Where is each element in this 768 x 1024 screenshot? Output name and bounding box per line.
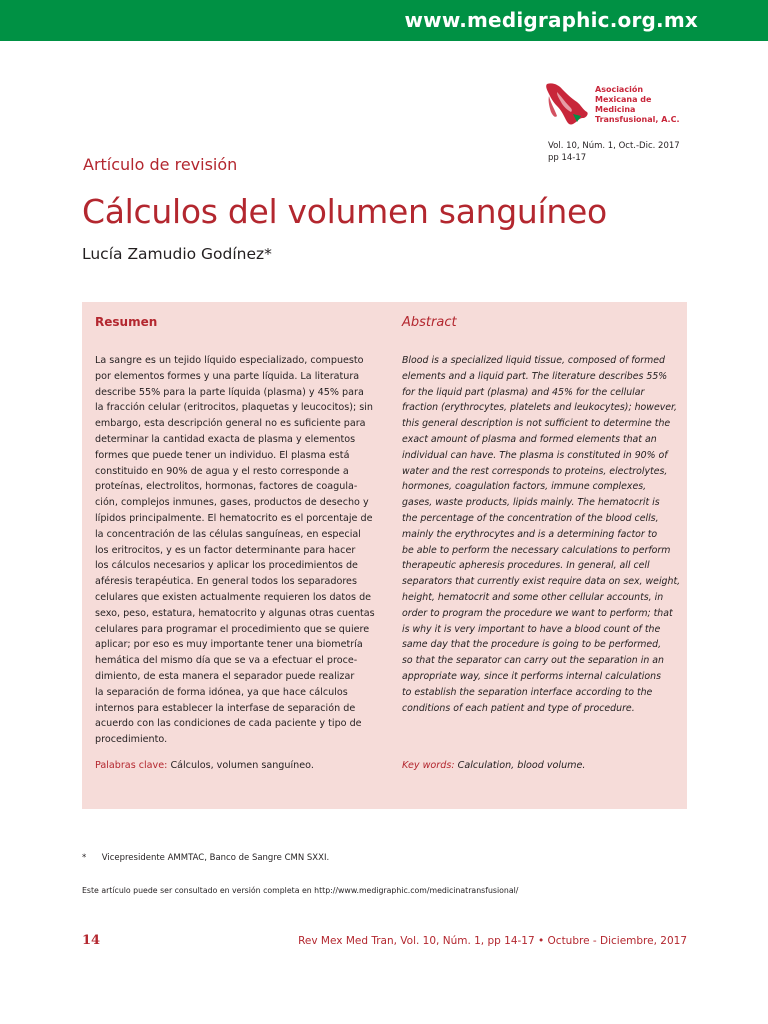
site-header-bar: [0, 0, 768, 41]
text-line: aplicar; por eso es muy importante tener una biometría: [95, 639, 363, 651]
text-line: celulares para programar el procedimiento que se quiere: [95, 623, 370, 635]
text-line: la separación de forma idónea, ya que hace cálculos: [95, 686, 348, 698]
text-line: la fracción celular (eritrocitos, plaquetas y leucocitos); sin: [95, 402, 374, 414]
text-line: appropriate way, since it performs internal calculations: [402, 670, 661, 682]
key-words-value: Calculation, blood volume.: [457, 760, 586, 771]
issue-volume: Vol. 10, Núm. 1, Oct.-Dic. 2017: [548, 141, 680, 151]
text-line: dimiento, de esta manera el separador puede realizar: [95, 670, 355, 682]
text-line: hemática del mismo día que se va a efectuar el proce-: [95, 655, 358, 667]
text-line: therapeutic apheresis procedures. In general, all cell: [402, 560, 650, 572]
text-line: determinar la cantidad exacta de plasma y elementos: [95, 433, 356, 445]
text-line: los cálculos necesarios y aplicar los procedimientos de: [95, 560, 358, 572]
text-line: internos para establecer la interfase de separación de: [95, 702, 356, 714]
text-line: is why it is very important to have a blood count of the: [402, 623, 661, 635]
text-line: por elementos formes y una parte líquida. La literatura: [95, 370, 360, 382]
text-line: Blood is a specialized liquid tissue, composed of formed: [402, 355, 665, 366]
text-line: acuerdo con las condiciones de cada paciente y tipo de: [95, 718, 362, 730]
page-number: 14: [82, 933, 101, 948]
text-line: la concentración de las células sanguíneas, en especial: [95, 528, 361, 540]
key-words: [402, 760, 585, 771]
text-line: formes que puede tener un individuo. El plasma está: [95, 449, 350, 461]
text-line: the percentage of the concentration of the blood cells,: [402, 512, 659, 524]
site-url-link[interactable]: www.medigraphic.org.mx: [404, 8, 698, 32]
text-line: sexo, peso, estatura, hematocrito y algunas otras cuentas: [95, 607, 375, 619]
article-title: Cálculos del volumen sanguíneo: [82, 192, 607, 231]
text-line: individual can have. The plasma is constituted in 90% of: [402, 449, 668, 461]
abstract-heading: Abstract: [402, 315, 457, 330]
text-line: exact amount of plasma and formed elements that an: [402, 433, 657, 445]
palabras-clave-label: Palabras clave:: [95, 760, 168, 771]
text-line: La sangre es un tejido líquido especializado, compuesto: [95, 355, 364, 366]
text-line: water and the rest corresponds to proteins, electrolytes,: [402, 465, 668, 477]
text-line: fraction (erythrocytes, platelets and leukocytes); however,: [402, 402, 678, 414]
text-line: describe 55% para la parte líquida (plasma) y 45% para: [95, 386, 364, 398]
palabras-clave-value: Cálculos, volumen sanguíneo.: [170, 760, 314, 771]
article-author: Lucía Zamudio Godínez*: [82, 245, 272, 263]
abstract-text: [402, 353, 680, 716]
association-line: Mexicana de: [595, 95, 652, 104]
association-name: [595, 85, 680, 125]
footnote-text: Vicepresidente AMMTAC, Banco de Sangre CMN SXXI.: [101, 853, 330, 863]
author-footnote: [82, 853, 329, 863]
text-line: celulares que existen actualmente requieren los datos de: [95, 591, 372, 603]
text-line: proteínas, electrolitos, hormonas, factores de coagula-: [95, 481, 358, 493]
issue-pages: pp 14-17: [548, 153, 587, 163]
issue-info: [548, 140, 680, 164]
association-line: Medicina: [595, 105, 636, 114]
consult-note: Este artículo puede ser consultado en versión completa en http://www.medigraphic.com/medicinatransfusional/: [82, 886, 519, 895]
text-line: this general description is not sufficient to determine the: [402, 418, 671, 430]
text-line: elements and a liquid part. The literature describes 55%: [402, 370, 668, 382]
text-line: to establish the separation interface according to the: [402, 686, 653, 698]
text-line: hormones, coagulation factors, immune complexes,: [402, 481, 647, 493]
text-line: separators that currently exist require data on sex, weight,: [402, 576, 681, 588]
text-line: ción, complejos inmunes, gases, productos de desecho y: [95, 497, 369, 509]
text-line: procedimiento.: [95, 734, 168, 746]
section-label: Artículo de revisión: [83, 155, 238, 174]
text-line: same day that the procedure is going to be performed,: [402, 639, 662, 651]
abstract-box: [82, 302, 687, 809]
mexico-map-logo-icon: [543, 76, 595, 136]
text-line: constituido en 90% de agua y el resto corresponde a: [95, 465, 349, 477]
text-line: mainly the erythrocytes and is a determining factor to: [402, 528, 658, 540]
text-line: conditions of each patient and type of procedure.: [402, 702, 635, 714]
resumen-heading: Resumen: [95, 315, 158, 329]
text-line: height, hematocrit and some other cellular accounts, in: [402, 591, 664, 603]
association-line: Asociación: [595, 85, 644, 94]
association-logo: [543, 76, 753, 136]
journal-citation: Rev Mex Med Tran, Vol. 10, Núm. 1, pp 14-17 • Octubre - Diciembre, 2017: [298, 935, 687, 947]
text-line: be able to perform the necessary calculations to perform: [402, 544, 671, 556]
text-line: embargo, esta descripción general no es suficiente para: [95, 418, 366, 430]
key-words-label: Key words:: [402, 760, 455, 771]
text-line: so that the separator can carry out the separation in an: [402, 655, 664, 667]
text-line: los eritrocitos, y es un factor determinante para hacer: [95, 544, 356, 556]
text-line: for the liquid part (plasma) and 45% for the cellular: [402, 386, 645, 398]
text-line: gases, waste products, lipids mainly. The hematocrit is: [402, 497, 660, 509]
footnote-marker: *: [82, 853, 87, 863]
text-line: aféresis terapéutica. En general todos los separadores: [95, 576, 357, 588]
palabras-clave: [95, 760, 314, 771]
text-line: order to program the procedure we want to perform; that: [402, 607, 673, 619]
association-line: Transfusional, A.C.: [595, 115, 680, 124]
text-line: lípidos principalmente. El hematocrito es el porcentaje de: [95, 512, 373, 524]
resumen-text: [95, 353, 375, 748]
